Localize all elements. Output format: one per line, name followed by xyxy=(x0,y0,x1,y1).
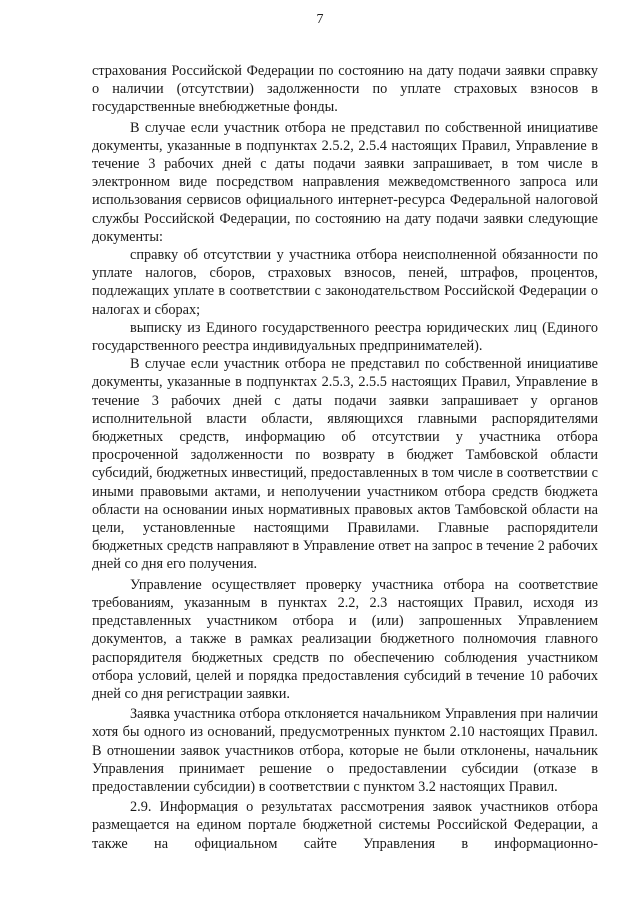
document-body xyxy=(92,62,598,853)
paragraph-verification: Управление осуществляет проверку участника отбора на соответствие требованиям, указанным в пунктах 2.2, 2.3 настоящих Правил, исходя из представленных участником отбора и (или) запрошенных Управлением документов, а также в рамках реализации бюджетного полномочия главного распорядителя бюджетных средств по обеспечению соблюдения участником отбора условий, целей и порядка предоставления субсидий в течение 10 рабочих дней со дня регистрации заявки. xyxy=(92,576,598,702)
paragraph-2-9-results: 2.9. Информация о результатах рассмотрения заявок участников отбора размещается на едином портале бюджетной системы Российской Федерации, а также на официальном сайте Управления в информационно- xyxy=(92,799,598,852)
paragraph-tax-certificate: справку об отсутствии у участника отбора неисполненной обязанности по уплате налогов, сборов, страховых взносов, пеней, штрафов, процентов, подлежащих уплате в соответствии с законодательством Российской Федерации о налогах и сборах; xyxy=(92,247,598,318)
paragraph-request-tax-documents: В случае если участник отбора не представил по собственной инициативе документы, указанные в подпунктах 2.5.2, 2.5.4 настоящих Правил, Управление в течение 3 рабочих дней с даты подачи заявки запрашивает, в том числе в электронном виде посредством направления межведомственного запроса или использования сервисов официального интернет-ресурса Федеральной налоговой службы Российской Федерации, по состоянию на дату подачи заявки следующие документы: xyxy=(92,119,598,245)
paragraph-request-budget-info: В случае если участник отбора не представил по собственной инициативе документы, указанные в подпунктах 2.5.3, 2.5.5 настоящих Правил, Управление в течение 3 рабочих дней с даты подачи заявки запрашивает у органов исполнительной власти области, являющихся главными распорядителями бюджетных средств, информацию об отсутствии у участника отбора просроченной задолженности по возврату в бюджет Тамбовской области субсидий, бюджетных инвестиций, предоставленных в том числе в соответствии с иными правовыми актами, и неполучении участником отбора средств бюджета области на основании иных нормативных правовых актов Тамбовской области на цели, установленные настоящими Правилами. Главные распорядители бюджетных средств направляют в Управление ответ на запрос в течение 2 рабочих дней со дня его получения. xyxy=(92,356,598,573)
paragraph-rejection: Заявка участника отбора отклоняется начальником Управления при наличии хотя бы одного из оснований, предусмотренных пунктом 2.10 настоящих Правил. В отношении заявок участников отбора, которые не были отклонены, начальник Управления принимает решение о предоставлении субсидии (отказе в предоставлении субсидии) в соответствии с пунктом 3.2 настоящих Правил. xyxy=(92,706,598,795)
paragraph-registry-extract: выписку из Единого государственного реестра юридических лиц (Единого государственного реестра индивидуальных предпринимателей). xyxy=(92,319,598,355)
page-number: 7 xyxy=(316,12,324,27)
paragraph-insurance-continuation: страхования Российской Федерации по состоянию на дату подачи заявки справку о наличии (отсутствии) задолженности по уплате страховых взносов в государственные внебюджетные фонды. xyxy=(92,63,598,116)
